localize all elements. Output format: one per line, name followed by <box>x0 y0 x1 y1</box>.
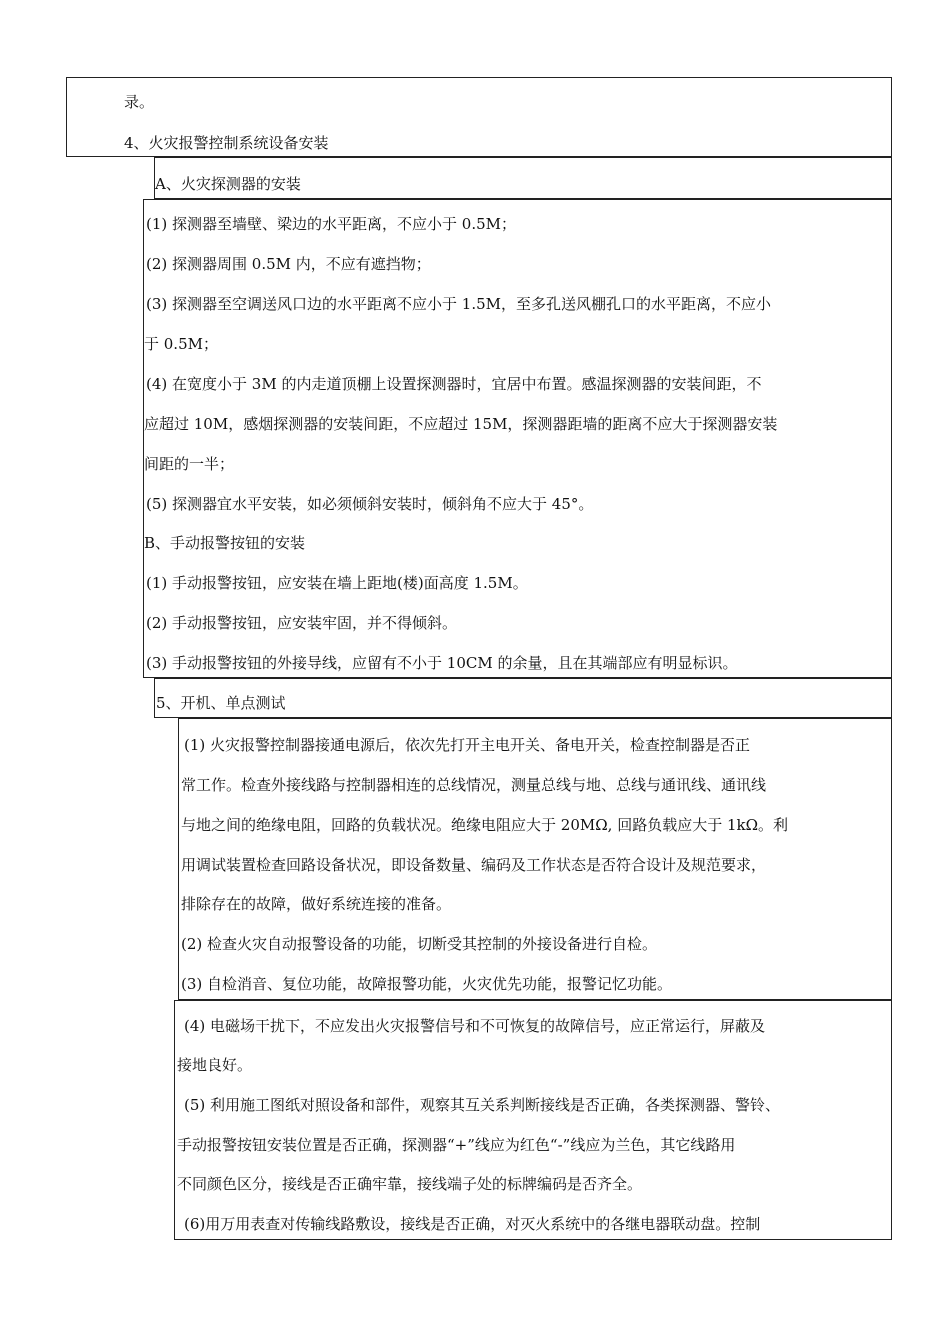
subsection-heading: B、手动报警按钮的安装 <box>144 534 306 552</box>
text-line: 不同颜色区分，接线是否正确牢靠，接线端子处的标牌编码是否齐全。 <box>177 1175 643 1193</box>
text-line: (4) 电磁场干扰下，不应发出火灾报警信号和不可恢复的故障信号，应正常运行，屏蔽及 <box>184 1017 766 1035</box>
text-line: (1) 手动报警按钮，应安装在墙上距地(楼)面高度 1.5M。 <box>146 574 528 592</box>
text-line: 用调试装置检查回路设备状况，即设备数量、编码及工作状态是否符合设计及规范要求， <box>181 856 767 874</box>
section-heading: 5、开机、单点测试 <box>156 694 286 712</box>
text-line: (4) 在宽度小于 3M 的内走道顶棚上设置探测器时，宜居中布置。感温探测器的安装间距，不 <box>146 375 762 393</box>
text-line: 应超过 10M，感烟探测器的安装间距，不应超过 15M，探测器距墙的距离不应大于探测器安装 <box>144 415 778 433</box>
text-line: 间距的一半； <box>144 455 235 473</box>
text-line: 录。 <box>124 93 155 111</box>
text-line: (2) 手动报警按钮，应安装牢固，并不得倾斜。 <box>146 614 458 632</box>
subsection-heading: A、火灾探测器的安装 <box>155 175 301 193</box>
text-line: 与地之间的绝缘电阻，回路的负载状况。绝缘电阻应大于 20MΩ, 回路负载应大于 1kΩ。利 <box>181 816 789 834</box>
cell-box-6 <box>174 1000 892 1240</box>
text-line: 于 0.5M； <box>144 335 218 353</box>
text-line: 常工作。检查外接线路与控制器相连的总线情况，测量总线与地、总线与通讯线、通讯线 <box>181 776 767 794</box>
text-line: (2) 检查火灾自动报警设备的功能，切断受其控制的外接设备进行自检。 <box>181 935 658 953</box>
text-line: (6)用万用表查对传输线路敷设，接线是否正确，对灭火系统中的各继电器联动盘。控制 <box>184 1215 761 1233</box>
text-line: 手动报警按钮安装位置是否正确，探测器“+”线应为红色“-”线应为兰色，其它线路用 <box>177 1136 736 1154</box>
text-line: (2) 探测器周围 0.5M 内，不应有遮挡物； <box>146 255 431 273</box>
text-line: 接地良好。 <box>177 1056 253 1074</box>
text-line: (1) 探测器至墙壁、梁边的水平距离，不应小于 0.5M； <box>146 215 516 233</box>
text-line: (3) 自检消音、复位功能，故障报警功能，火灾优先功能，报警记忆功能。 <box>181 975 673 993</box>
text-line: (3) 手动报警按钮的外接导线，应留有不小于 10CM 的余量，且在其端部应有明显标识。 <box>146 654 738 672</box>
text-line: (5) 利用施工图纸对照设备和部件，观察其互关系判断接线是否正确，各类探测器、警铃、 <box>184 1096 781 1114</box>
text-line: (1) 火灾报警控制器接通电源后，依次先打开主电开关、备电开关，检查控制器是否正 <box>184 736 751 754</box>
text-line: (3) 探测器至空调送风口边的水平距离不应小于 1.5M，至多孔送风棚孔口的水平距离，不应小 <box>146 295 772 313</box>
text-line: 排除存在的故障，做好系统连接的准备。 <box>181 895 452 913</box>
text-line: (5) 探测器宜水平安装，如必须倾斜安装时，倾斜角不应大于 45°。 <box>146 495 594 513</box>
section-heading: 4、火灾报警控制系统设备安装 <box>124 134 329 152</box>
